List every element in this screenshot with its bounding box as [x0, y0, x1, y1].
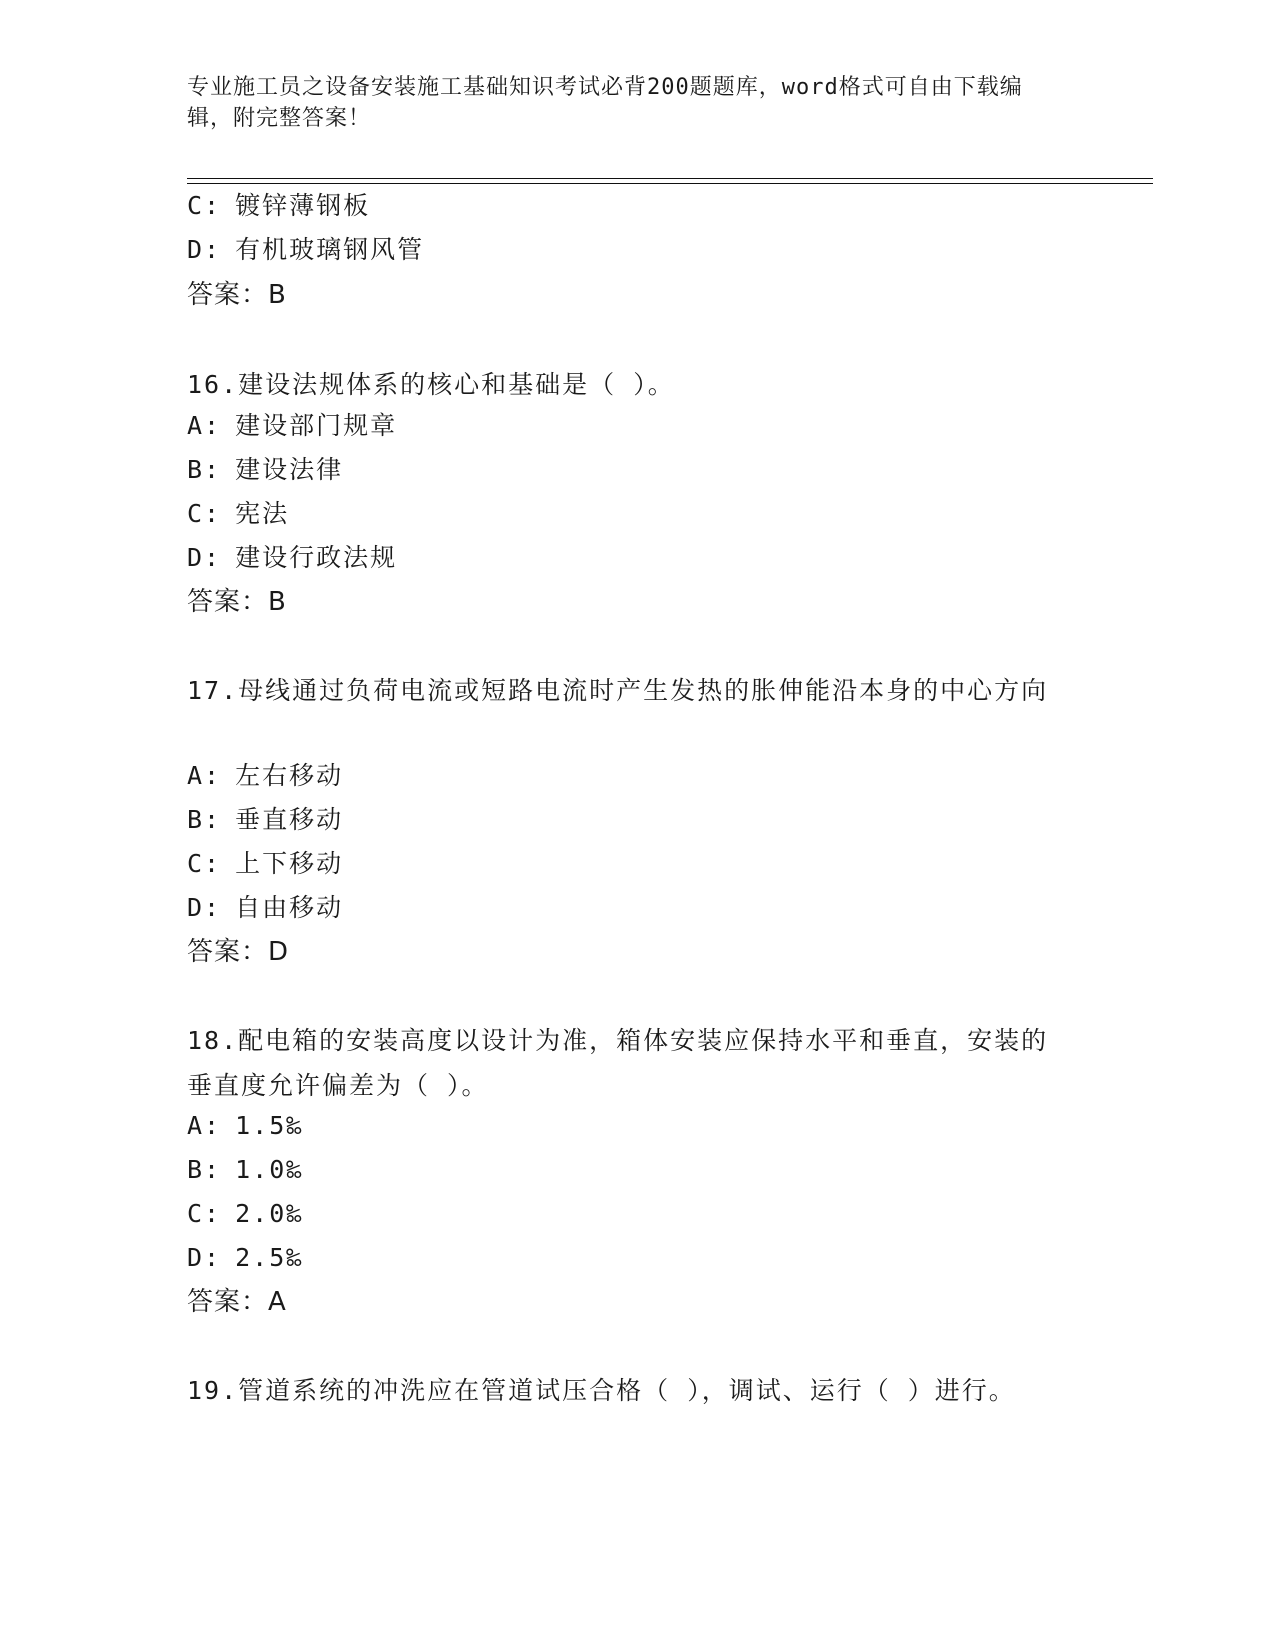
option-text: 1.5‰ [235, 1111, 304, 1140]
q18-option-c [187, 1198, 303, 1230]
option-text: 建设部门规章 [235, 411, 398, 440]
option-text: 2.0‰ [235, 1199, 304, 1228]
option-letter: C: [187, 191, 222, 220]
option-letter: D: [187, 893, 222, 922]
option-letter: C: [187, 499, 222, 528]
q17-question: 17.母线通过负荷电流或短路电流时产生发热的胀伸能沿本身的中心方向 [187, 676, 1049, 705]
q18-answer: 答案：A [187, 1287, 287, 1317]
q16-option-d [187, 542, 397, 574]
option-letter: A: [187, 411, 222, 440]
option-letter: B: [187, 1155, 222, 1184]
q16-question: 16.建设法规体系的核心和基础是（ ）。 [187, 370, 675, 399]
q17-answer: 答案：D [187, 937, 290, 967]
q16-option-a [187, 410, 397, 442]
option-letter: C: [187, 1199, 222, 1228]
option-text: 镀锌薄钢板 [235, 191, 371, 220]
option-letter: D: [187, 235, 222, 264]
q17-option-d [187, 892, 343, 924]
header-rule-top [187, 178, 1153, 179]
q15-option-c [187, 190, 370, 222]
header-rule-bottom [187, 183, 1153, 184]
q16-option-c [187, 498, 289, 530]
q17-option-a [187, 760, 343, 792]
q17-option-c [187, 848, 343, 880]
option-letter: A: [187, 1111, 222, 1140]
option-text: 宪法 [235, 499, 290, 528]
q18-question: 18.配电箱的安装高度以设计为准，箱体安装应保持水平和垂直，安装的垂直度允许偏差为（ ）。 [187, 1026, 1049, 1100]
q15-option-d [187, 234, 424, 266]
q16-answer: 答案：B [187, 587, 287, 617]
q16-option-b [187, 454, 343, 486]
option-text: 自由移动 [235, 893, 344, 922]
option-text: 建设行政法规 [235, 543, 398, 572]
q18-option-b [187, 1154, 303, 1186]
option-text: 垂直移动 [235, 805, 344, 834]
q17-option-b [187, 804, 343, 836]
q19-question: 19.管道系统的冲洗应在管道试压合格（ ），调试、运行（ ）进行。 [187, 1376, 1016, 1405]
option-text: 1.0‰ [235, 1155, 304, 1184]
q18-option-a [187, 1110, 303, 1142]
option-letter: A: [187, 761, 222, 790]
option-letter: D: [187, 543, 222, 572]
option-text: 建设法律 [235, 455, 344, 484]
option-letter: B: [187, 455, 222, 484]
option-text: 上下移动 [235, 849, 344, 878]
option-text: 左右移动 [235, 761, 344, 790]
option-letter: D: [187, 1243, 222, 1272]
option-letter: C: [187, 849, 222, 878]
option-letter: B: [187, 805, 222, 834]
option-text: 2.5‰ [235, 1243, 304, 1272]
document-header: 专业施工员之设备安装施工基础知识考试必背200题题库，word格式可自由下载编辑，附完整答案！ [187, 75, 1023, 131]
option-text: 有机玻璃钢风管 [235, 235, 425, 264]
q15-answer: 答案：B [187, 280, 287, 310]
q18-option-d [187, 1242, 303, 1274]
